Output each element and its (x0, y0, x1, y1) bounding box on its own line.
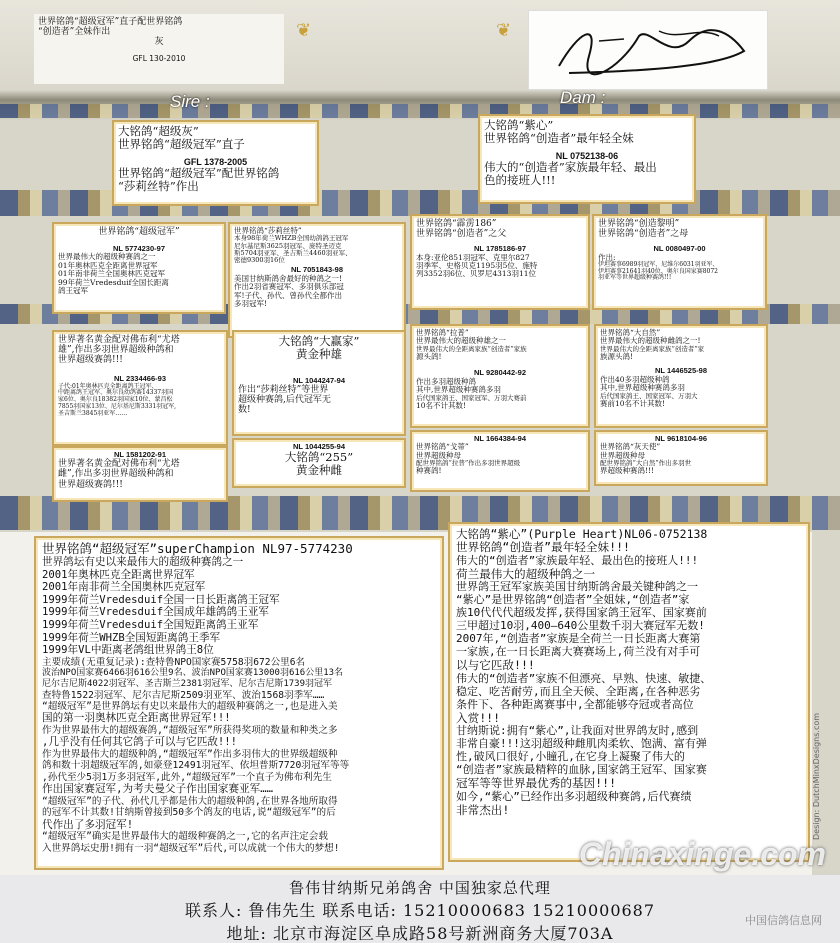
text-line: 稳定、吃苦耐劳,而且全天候、全距离,在各种恶劣 (456, 684, 701, 698)
text-line: 作为世界最伟大的超级种鸽,“超级冠军”作出多羽伟大的世界级超级种 (42, 748, 338, 760)
ggsire4-ring: NL 1446525-98 (655, 366, 707, 376)
granddam-title: 密德9300羽16位 (234, 256, 285, 265)
sire-box (112, 120, 319, 206)
ggsire4-title: 世界最伟大的超级种雌鸽之一! (600, 336, 701, 346)
text-line: ,孙代至少5羽1万多羽冠军,此外,“超级冠军”一个直子为佛布利先生 (42, 771, 332, 783)
granddam-desc: 美国甘纳斯鸽舍最好的种鸽之一! (234, 273, 343, 283)
text-line: 波治NPO国家赛6466羽616公里9名、波治NPO国家赛13000羽616公里13名 (42, 668, 344, 679)
text-line: 1999年荷兰Vredesduif全国成年雄鸽鸽王亚军 (42, 606, 270, 619)
ggsire1-desc: 7855羽国家13位、尼尔基尼斯3331羽冠军, (58, 402, 177, 410)
watermark-sub: 中国信鸽信息网 (745, 914, 822, 927)
signature-icon (529, 11, 769, 91)
text-line: 1999年荷兰Vredesduif全国一日长距离鸽王冠军 (42, 593, 280, 606)
text-line: 甘纳斯说:拥有“紫心”,让我面对世界鸽友时,感到 (456, 724, 699, 738)
ggdam1-desc: 世界著名黄金配对佛布利“尤塔 (58, 459, 180, 470)
text-line: 入世界鸽坛史册!拥有一羽“超级冠军”后代,可以成就一个伟大的梦想! (42, 842, 340, 854)
ggsire2-title: 大铭鸽“大赢家” (278, 334, 360, 348)
ggdam3-desc: 世界铭鸽“戈蒂” (416, 442, 469, 452)
text-line: “紫心”是世界铭鸽“创造者”全姐妹,“创造者”家 (456, 593, 690, 607)
grandsire2-title: 世界铭鸽“霹雳186” (416, 219, 497, 229)
grandsire2-desc: 羽季军、史格贝克1195羽5位、施特 (416, 260, 538, 270)
footer-agent: 鲁伟甘纳斯兄弟鸽舍 中国独家总代理 (289, 879, 551, 897)
ggsire3-title: 源头鸽! (416, 352, 442, 362)
ggdam4-desc: 世界超级种母 (600, 450, 645, 460)
text-line: 主要成绩(无重复记录):查特鲁NPO国家赛5758羽672公里6名 (42, 656, 306, 668)
granddam-desc: 军!子代、孙代、曾孙代全都作出 (234, 290, 343, 300)
grandsire-title: 世界铭鸽“超级冠军” (98, 227, 180, 237)
grandsire-desc: 鸽王冠军 (58, 286, 88, 296)
ggsire3-desc: 10名不计其数! (416, 400, 467, 410)
dam-desc: 伟大的“创造者”家族最年轻、最出 (484, 159, 657, 174)
ggsire4-desc: 作出40多羽超级种鸽 (600, 374, 670, 384)
ggsire1-title: 世界超级赛鸽!!! (58, 355, 123, 366)
granddam2-desc: 伊坦赛事21641羽40位、奥尔良国家赛8072 (598, 267, 718, 275)
ggsire3-desc: 其中,世界超级种赛鸽多羽 (416, 385, 501, 395)
dam-label: Dam : (560, 88, 606, 107)
granddam2-title: 世界铭鸽“创造黎明” (598, 219, 680, 229)
watermark: Chinaxinge.com (578, 836, 826, 872)
ggdam2-desc: 黄金种雌 (296, 463, 342, 478)
super-champion-panel (34, 536, 444, 870)
granddam-desc: 作出2羽省赛冠军、多羽俱乐部冠 (234, 282, 344, 292)
ggsire4-box (594, 324, 768, 428)
grandsire2-ring: NL 1785186-97 (474, 244, 526, 254)
footer-address: 地址: 北京市海淀区阜成路58号新洲商务大厦703A (226, 924, 614, 943)
ggdam3-desc: 世界超级种母 (416, 450, 461, 460)
design-credit: Design: DutchMinxDesigns.com (812, 712, 821, 840)
text-line: 族10代代代超级发挥,获得国家鸽王冠军、国家赛前 (456, 606, 707, 620)
ggsire3-ring: NL 9280442-92 (474, 368, 526, 378)
text-line: 尼尔吉尼斯4022羽冠军、圣吉斯兰2381羽冠军、尼尔吉尼斯1739羽冠军 (42, 678, 333, 689)
granddam2-box (592, 214, 767, 310)
ggdam2-ring: NL 1044255-94 (293, 442, 345, 451)
ggsire3-desc: 作出多羽超级种鸽 (416, 376, 476, 386)
text-line: 世界鸽王冠军家族美国甘纳斯鸽舍最关键种鸽之一 (456, 580, 698, 594)
ggsire3-title: 世界铭鸽“拉普” (416, 328, 469, 337)
ggsire4-title: 世界最伟大的全距离家族“创造者”家 (600, 344, 705, 353)
text-line: 条件下、各种距离赛事中,全都能够夺冠或者高位 (456, 697, 694, 711)
ggdam3-desc: 配世界铭鸽“拉普”作出多羽世界超级 (416, 459, 521, 468)
signature (528, 10, 768, 90)
dam-line: 大铭鸽“紫心” (484, 118, 554, 132)
ggdam3-desc: 种赛鸽! (416, 466, 442, 476)
ggdam4-box (594, 430, 768, 486)
ggdam4-desc: 世界铭鸽“灰天使” (600, 442, 661, 452)
granddam-title: 斯5704羽亚军、圣吉斯兰4460羽亚军、 (234, 248, 352, 257)
ggdam3-ring: NL 1664384-94 (474, 434, 526, 443)
super-champion-title: 世界铭鸽“超级冠军”superChampion NL97-5774230 (42, 541, 353, 556)
text-line: “超级冠军”是世界鸽坛有史以来最伟大的超级种赛鸽之一,也是进入美 (42, 700, 338, 712)
sire-desc: “莎莉丝特”作出 (118, 178, 199, 193)
ggsire3-box (410, 324, 590, 428)
ggsire1-desc: 圣吉斯兰3845羽亚军…… (58, 409, 128, 417)
offspring-line: 世界铭鸽“超级冠军”直子配世界铭鸽 (38, 17, 183, 27)
ggdam4-desc: 配世界铭鸽“大自然”作出多羽世 (600, 459, 692, 468)
text-line: 2001年奥林匹克全距离世界冠军 (42, 568, 195, 581)
ggsire4-desc: 其中,世界超级种赛鸽多羽 (600, 383, 685, 393)
ggsire1-desc: 子代:01年奥林匹克全距离鸽王冠军、 (58, 382, 158, 390)
ggdam1-ring: NL 1581202-91 (114, 450, 166, 459)
granddam2-title: 世界铭鸽“创造者”之母 (598, 229, 689, 240)
sire-ring: GFL 1378-2005 (183, 156, 248, 167)
super-champion-text (42, 556, 436, 854)
text-line: “创造者”家族最精粹的血脉,国家鸽王冠军、国家赛 (456, 763, 707, 777)
text-line: 一家族,在一日长距离大赛赛场上,荷兰没有对手可 (456, 645, 701, 659)
granddam2-desc: 作出: (598, 252, 616, 262)
ggsire3-title: 世界最伟大的全距离家族“创造者”家族 (416, 344, 527, 353)
ggsire4-desc: 赛前10名不计其数! (600, 398, 666, 408)
purple-heart-panel (448, 522, 810, 862)
text-line: 作出国家赛冠军,为考夫曼父子作出国家赛亚军…… (42, 783, 274, 796)
footer (0, 875, 840, 943)
granddam-title: 世界铭鸽“莎莉丝特” (234, 226, 302, 235)
text-line: 荷兰最伟大的超级种鸽之一 (456, 566, 596, 581)
ggdam1-desc: 世界超级赛鸽!!! (58, 479, 123, 490)
text-line: 世界鸽坛有史以来最伟大的超级种赛鸽之一 (42, 556, 244, 568)
text-line: 入赏!!! (456, 710, 501, 725)
ggsire2-desc: 作出“莎莉丝特”等世界 (238, 385, 329, 396)
footer-contact: 联系人: 鲁伟先生 联系电话: 15210000683 15210000687 (184, 901, 656, 920)
granddam-title: 本身98年荷兰WHZB全国幼鸽鸽王冠军 (234, 234, 349, 243)
ggsire2-desc: 数! (238, 405, 251, 416)
dam-box (478, 114, 696, 204)
text-line: 2007年,“创造者”家族是全荷兰一日长距离大赛第 (456, 632, 701, 646)
ggsire2-box (232, 330, 406, 436)
offspring-color: 灰 (154, 37, 164, 48)
dam-desc: 色的接班人!!! (484, 172, 556, 187)
text-line: 鸽和数十羽超级冠军鸽,如豪登12491羽冠军、依坦普斯7720羽冠军等等 (42, 760, 350, 772)
grandsire-box (52, 222, 226, 314)
grandsire-desc: 01年奥林匹克全距离世界冠军 (58, 260, 158, 270)
granddam2-ring: NL 0080497-00 (653, 244, 706, 254)
grandsire-desc: 01年南非荷兰全国奥林匹克冠军 (58, 269, 166, 279)
ggsire2-ring: NL 1044247-94 (293, 375, 345, 385)
ggdam2-desc: 大铭鸽“255” (284, 450, 354, 465)
text-line: 伟大的“创造者”家族最年轻、最出色的接班人!!! (456, 553, 699, 567)
granddam-desc: 多羽冠军! (234, 299, 268, 309)
grandsire2-title: 世界铭鸽“创造者”之父 (416, 229, 507, 240)
ggsire3-desc: 后代国家鸽王、国家冠军、万羽大赛前 (416, 393, 527, 402)
text-line: 1999年荷兰WHZB全国短距离鸽王季军 (42, 631, 221, 644)
text-line: 以与它匹敌!!! (456, 658, 535, 672)
purple-heart-text (456, 541, 802, 818)
text-line: 国的第一羽奥林匹克全距离世界冠军!!! (42, 712, 231, 725)
text-line: 如今,“紫心”已经作出多羽超级种赛鸽,后代赛绩 (456, 789, 692, 803)
text-line: 的冠军不计其数!甘纳斯曾接到50多个鸽友的电话,说“超级冠军”的后 (42, 807, 336, 819)
leaf-icon: ❦ (296, 20, 312, 41)
text-line: ,几乎没有任何其它鸽子可以与它匹敌!!! (42, 736, 238, 749)
ggsire3-title: 世界最伟大的超级种雄之一 (416, 336, 506, 346)
sire-label: Sire : (170, 92, 210, 111)
text-line: 性,破风口很好,小瞳孔,在它身上凝聚了伟大的 (456, 750, 685, 764)
grandsire-ring: NL 5774230-97 (113, 244, 165, 254)
sire-line: 世界铭鸽“超级冠军”直子 (118, 136, 245, 151)
ggdam3-box (410, 430, 590, 492)
granddam2-desc: 羽亚军等世界超级种赛鸽!!! (598, 274, 672, 282)
leaf-icon: ❦ (496, 20, 512, 41)
decor-band (0, 104, 840, 118)
granddam-box (228, 222, 406, 338)
grandsire2-desc: 本身:亚伦851羽冠军、克里尔827 (416, 252, 530, 262)
ggdam4-ring: NL 9618104-96 (655, 434, 707, 443)
sire-line: 大铭鸽“超级灰” (118, 124, 199, 138)
grandsire2-desc: 列3352羽6位、贝罗尼4313羽11位 (416, 269, 536, 279)
text-line: “超级冠军”的子代、孙代几乎都是伟大的超级种鸽,在世界各地所取得 (42, 795, 338, 807)
text-line: 作为世界最伟大的超级赛鸽,“超级冠军”所获得奖项的数量和种类之多 (42, 724, 338, 736)
ggdam2-box (232, 438, 406, 488)
text-line: 1999年VL中距离老鸽组世界鸽王8位 (42, 644, 214, 657)
dam-line: 世界铭鸽“创造者”最年轻全妹 (484, 130, 634, 145)
ggsire4-title: 族源头鸽! (600, 352, 634, 362)
purple-heart-title: 大铭鸽“紫心”(Purple Heart)NL06-0752138 (456, 527, 708, 541)
text-line: 非常杰出! (456, 802, 510, 817)
ggsire1-title: 雄”,作出多羽世界超级种鸽和 (58, 345, 174, 356)
grandsire-desc: 99年荷兰Vredesduif全国长距离 (58, 277, 169, 287)
text-line: 世界铭鸽“创造者”最年轻全妹!!! (456, 539, 631, 554)
ggsire1-box (52, 330, 228, 446)
text-line: 查特鲁1522羽冠军、尼尔吉尼斯2509羽亚军、波治1568羽季军…… (42, 689, 325, 701)
text-line: 代作出了多羽冠军! (42, 818, 134, 831)
grandsire2-box (410, 214, 590, 310)
granddam-title: 尼尔基尼斯3625羽冠军、庞特圣迈克 (234, 241, 342, 250)
ggdam1-desc: 雌”,作出多羽世界超级种鸽和 (58, 469, 174, 480)
granddam-ring: NL 7051843-98 (291, 265, 343, 275)
offspring-ring: GFL 130-2010 (132, 54, 186, 64)
offspring-line: “创造者”全妹作出 (38, 27, 111, 38)
ggsire1-title: 世界著名黄金配对佛布利“尤塔 (58, 335, 180, 345)
ggsire1-desc: 中距离鸽王冠军、奥尔良幼鸽赛14337羽国 (58, 389, 174, 397)
sire-desc: 世界铭鸽“超级冠军”配世界铭鸽 (118, 165, 280, 180)
granddam2-desc: 伊坦赛事6989羽冠军、尼维尔6031羽亚军、 (598, 260, 719, 268)
ggsire2-title: 黄金种雄 (296, 346, 342, 361)
ggsire1-desc: 家6位、奥尔良18382羽国家10位、蒙昌松 (58, 396, 173, 404)
ggsire4-desc: 后代国家鸽王、国家冠军、万羽大 (600, 391, 698, 400)
text-line: 非常自豪!!!这羽超级种雌肌肉柔软、饱满、富有弹 (456, 737, 707, 751)
text-line: 2001年南非荷兰全国奥林匹克冠军 (42, 581, 206, 594)
text-line: 伟大的“创造者”家族不但漂亮、早熟、快速、敏捷、 (456, 671, 712, 685)
text-line: 三甲超过10羽,400—640公里数千羽大赛冠军无数! (456, 619, 705, 633)
text-line: 1999年荷兰Vredesduif全国短距离鸽王亚军 (42, 618, 259, 631)
ggdam1-box (52, 446, 228, 502)
text-line: “超级冠军”确实是世界最伟大的超级种赛鸽之一,它的名声注定会载 (42, 831, 328, 843)
ggdam4-desc: 界超级种赛鸽!!! (600, 466, 655, 476)
ggsire2-desc: 超级种赛鸽,后代冠军无 (238, 395, 331, 406)
ggsire1-ring: NL 2334466-93 (114, 374, 166, 384)
grandsire-desc: 世界最伟大的超级种赛鸽之一 (58, 252, 156, 262)
offspring-box (34, 14, 284, 84)
ggsire4-title: 世界铭鸽“大自然” (600, 328, 661, 337)
text-line: 冠军等等世界最优秀的基因!!! (456, 776, 617, 791)
dam-ring: NL 0752138-06 (555, 150, 619, 161)
